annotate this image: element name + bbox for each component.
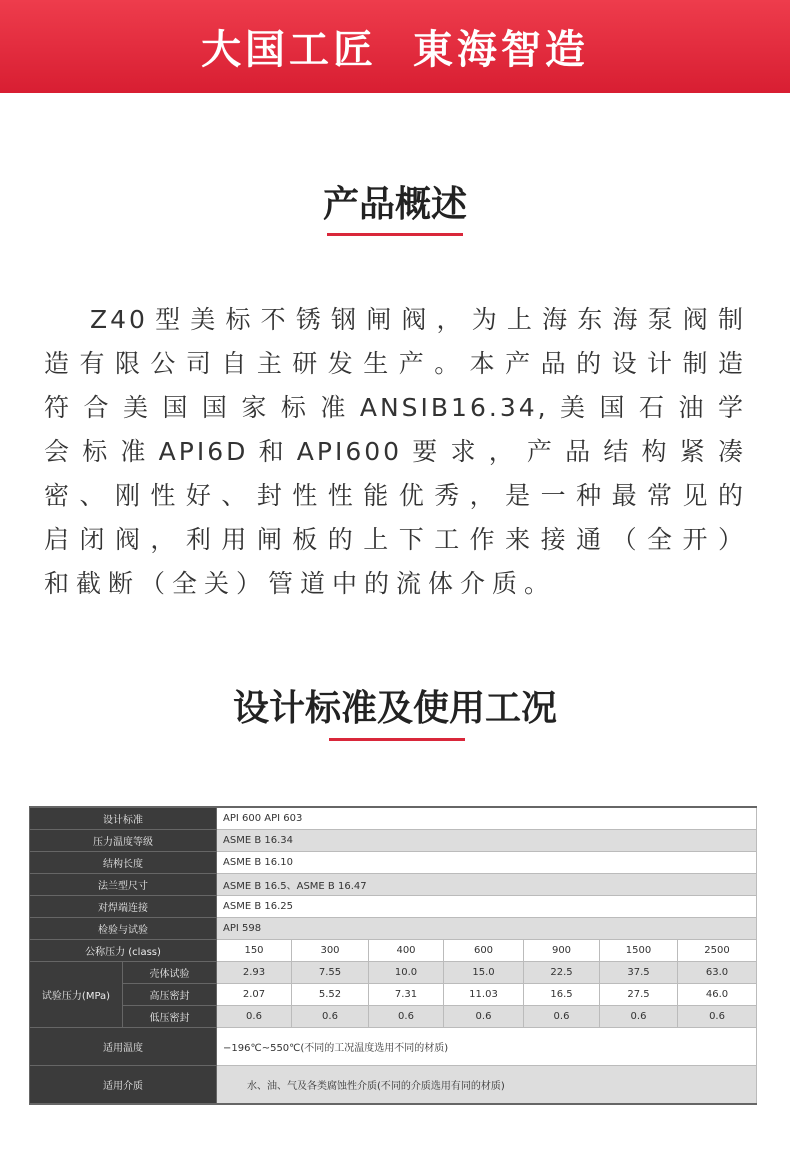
table-row bbox=[30, 1027, 757, 1065]
overview-paragraph bbox=[44, 298, 746, 606]
header-banner bbox=[0, 0, 790, 93]
table-row bbox=[30, 1005, 757, 1027]
row-label: 设计标准 bbox=[30, 807, 217, 829]
cell-value: 水、油、气及各类腐蚀性介质(不同的介质选用有同的材质) bbox=[217, 1065, 757, 1104]
row-label: 低压密封 bbox=[123, 1005, 217, 1027]
cell-value: 0.6 bbox=[444, 1005, 524, 1027]
cell-value: 15.0 bbox=[444, 961, 524, 983]
table-row bbox=[30, 807, 757, 829]
row-label: 压力温度等级 bbox=[30, 829, 217, 851]
table-row bbox=[30, 829, 757, 851]
section-title-overview: 产品概述 bbox=[322, 184, 467, 225]
cell-value: 400 bbox=[369, 939, 444, 961]
title-underline bbox=[329, 738, 465, 741]
paragraph-line: 会标准API6D和API600要求，产品结构紧凑 bbox=[44, 437, 746, 466]
cell-value: 150 bbox=[217, 939, 292, 961]
row-label: 对焊端连接 bbox=[30, 895, 217, 917]
section-title-standards: 设计标准及使用工况 bbox=[232, 688, 557, 729]
cell-value: 7.31 bbox=[369, 983, 444, 1005]
table-row bbox=[30, 873, 757, 895]
cell-value: 37.5 bbox=[600, 961, 678, 983]
cell-value: 7.55 bbox=[292, 961, 369, 983]
table-row bbox=[30, 983, 757, 1005]
cell-value: 0.6 bbox=[217, 1005, 292, 1027]
cell-value: 300 bbox=[292, 939, 369, 961]
table-row bbox=[30, 961, 757, 983]
cell-value: API 600 API 603 bbox=[217, 807, 757, 829]
cell-value: 600 bbox=[444, 939, 524, 961]
paragraph-line: 和截断（全关）管道中的流体介质。 bbox=[44, 569, 557, 598]
cell-value: 27.5 bbox=[600, 983, 678, 1005]
cell-value: ASME B 16.5、ASME B 16.47 bbox=[217, 873, 757, 895]
cell-value: 0.6 bbox=[524, 1005, 600, 1027]
cell-value: 63.0 bbox=[678, 961, 757, 983]
cell-value: 2500 bbox=[678, 939, 757, 961]
cell-value: 5.52 bbox=[292, 983, 369, 1005]
paragraph-line: 造有限公司自主研发生产。本产品的设计制造 bbox=[44, 349, 746, 378]
cell-value: 900 bbox=[524, 939, 600, 961]
cell-value: 1500 bbox=[600, 939, 678, 961]
cell-value: 0.6 bbox=[292, 1005, 369, 1027]
cell-value: API 598 bbox=[217, 917, 757, 939]
cell-value: 2.07 bbox=[217, 983, 292, 1005]
standards-table bbox=[29, 806, 757, 1105]
cell-value: −196℃~550℃(不同的工况温度选用不同的材质) bbox=[217, 1027, 757, 1065]
table-row bbox=[30, 895, 757, 917]
cell-value: 0.6 bbox=[600, 1005, 678, 1027]
row-label: 试验压力(MPa) bbox=[30, 961, 123, 1027]
cell-value: 46.0 bbox=[678, 983, 757, 1005]
table-row bbox=[30, 851, 757, 873]
title-underline bbox=[327, 233, 463, 236]
row-label: 壳体试验 bbox=[123, 961, 217, 983]
cell-value: 10.0 bbox=[369, 961, 444, 983]
paragraph-line: 启闭阀，利用闸板的上下工作来接通（全开） bbox=[44, 525, 746, 554]
cell-value: 22.5 bbox=[524, 961, 600, 983]
table-row bbox=[30, 917, 757, 939]
row-label: 法兰型尺寸 bbox=[30, 873, 217, 895]
row-label: 适用温度 bbox=[30, 1027, 217, 1065]
table-row bbox=[30, 939, 757, 961]
cell-value: ASME B 16.10 bbox=[217, 851, 757, 873]
paragraph-line: Z40型美标不锈钢闸阀，为上海东海泵阀制 bbox=[90, 305, 746, 334]
cell-value: ASME B 16.25 bbox=[217, 895, 757, 917]
row-label: 公称压力 (class) bbox=[30, 939, 217, 961]
row-label: 结构长度 bbox=[30, 851, 217, 873]
cell-value: 2.93 bbox=[217, 961, 292, 983]
paragraph-line: 密、刚性好、封性性能优秀，是一种最常见的 bbox=[44, 481, 746, 510]
row-label: 高压密封 bbox=[123, 983, 217, 1005]
banner-slogan: 大国工匠 東海智造 bbox=[201, 27, 589, 73]
paragraph-line: 符合美国国家标准ANSIB16.34,美国石油学 bbox=[44, 393, 746, 422]
cell-value: ASME B 16.34 bbox=[217, 829, 757, 851]
row-label: 检验与试验 bbox=[30, 917, 217, 939]
cell-value: 0.6 bbox=[678, 1005, 757, 1027]
table-row bbox=[30, 1065, 757, 1104]
cell-value: 0.6 bbox=[369, 1005, 444, 1027]
row-label: 适用介质 bbox=[30, 1065, 217, 1104]
cell-value: 11.03 bbox=[444, 983, 524, 1005]
cell-value: 16.5 bbox=[524, 983, 600, 1005]
